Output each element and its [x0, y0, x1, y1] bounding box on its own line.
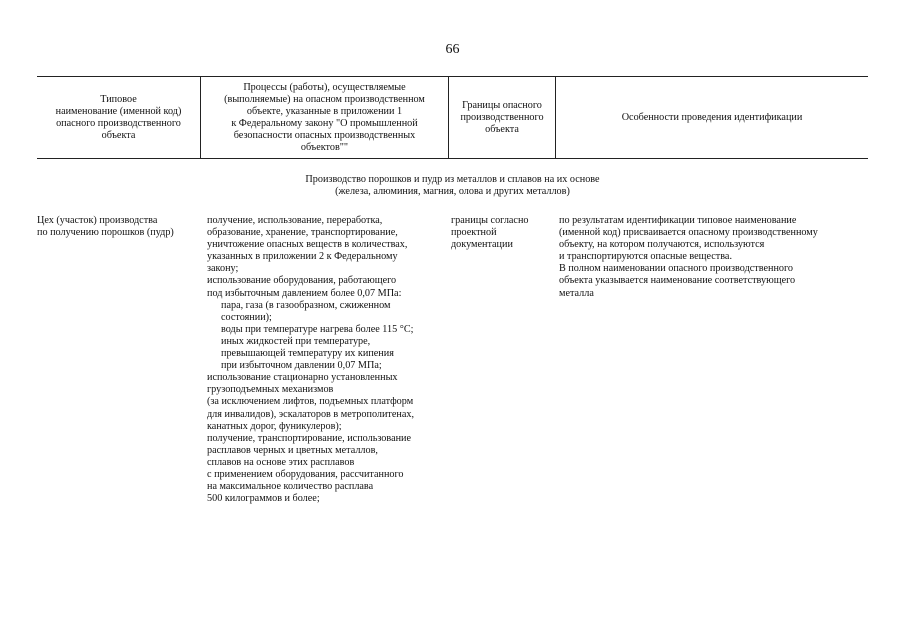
table-header — [37, 76, 868, 159]
process-line: пара, газа (в газообразном, сжиженном — [221, 299, 391, 311]
header-cell-object-name — [37, 77, 200, 158]
process-line: уничтожение опасных веществ в количествах, — [207, 239, 408, 251]
header-cell-processes — [200, 77, 448, 158]
header-label-object-name: Типовое наименование (именной код) опасного производственного объекта — [55, 93, 182, 141]
header-label-boundaries: Границы опасного производственного объекта — [460, 99, 544, 135]
process-line: указанных в приложении 2 к Федеральному — [207, 251, 398, 263]
process-line: воды при температуре нагрева более 115 °С; — [221, 323, 414, 335]
process-line: образование, хранение, транспортирование, — [207, 227, 398, 239]
section-title: Производство порошков и пудр из металлов и сплавов на их основе (железа, алюминия, магния, олова и других металлов) — [305, 174, 600, 197]
process-line: на максимальное количество расплава — [207, 481, 374, 493]
process-line: с применением оборудования, рассчитанного — [207, 468, 404, 480]
process-line: под избыточным давлением более 0,07 МПа: — [207, 287, 402, 299]
process-line: при избыточном давлении 0,07 МПа; — [221, 360, 382, 372]
process-line: получение, транспортирование, использование — [207, 432, 412, 444]
header-label-identification: Особенности проведения идентификации — [621, 111, 803, 123]
row-object-name: Цех (участок) производства по получению порошков (пудр) — [37, 215, 174, 239]
process-line: 500 килограммов и более; — [207, 493, 320, 505]
process-line: расплавов черных и цветных металлов, — [207, 444, 378, 456]
process-line: использование оборудования, работающего — [207, 275, 397, 287]
process-line: иных жидкостей при температуре, — [221, 335, 371, 347]
header-label-processes: Процессы (работы), осуществляемые (выполняемые) на опасном производственном объекте, указанные в приложении 1 к Федеральному закону "О промышленной безопасности опасных производственных объектов"" — [224, 81, 425, 153]
row-boundaries: границы согласно проектной документации — [451, 215, 529, 251]
process-line: (за исключением лифтов, подъемных платформ — [207, 396, 414, 408]
row-identification: по результатам идентификации типовое наименование (именной код) присваивается опасному производственному объекту, на котором получаются, используются и транспортируются опасные вещества. В полном наименовании опасного производственного объекта указывается наименование соответствующего металла — [559, 215, 818, 299]
process-line: канатных дорог, фуникулеров); — [207, 420, 342, 432]
process-line: сплавов на основе этих расплавов — [207, 456, 355, 468]
process-line: состоянии); — [221, 311, 272, 323]
process-line: получение, использование, переработка, — [207, 215, 383, 226]
header-cell-boundaries — [448, 77, 555, 158]
process-line: закону; — [207, 263, 239, 275]
row-processes — [207, 215, 457, 505]
process-line: использование стационарно установленных — [207, 372, 398, 384]
process-line: для инвалидов), эскалаторов в метрополитенах, — [207, 408, 415, 420]
page-number: 66 — [445, 42, 460, 57]
process-line: грузоподъемных механизмов — [207, 384, 334, 396]
process-line: превышающей температуру их кипения — [221, 348, 394, 360]
header-cell-identification — [555, 77, 868, 158]
